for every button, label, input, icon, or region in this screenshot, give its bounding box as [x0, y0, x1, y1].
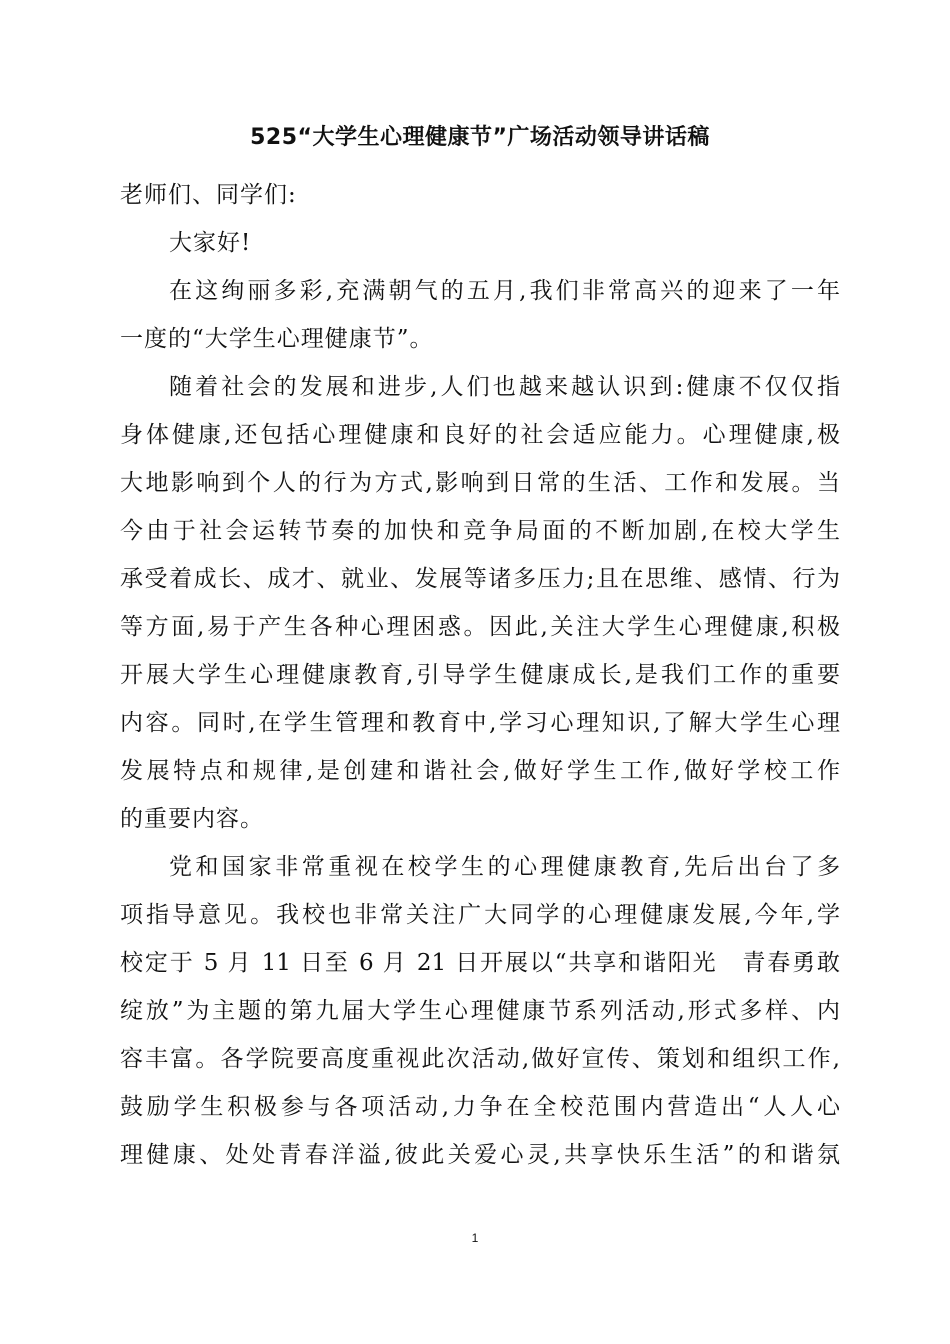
paragraph-line: 内容。同时,在学生管理和教育中,学习心理知识,了解大学生心理: [120, 710, 840, 736]
paragraph-line: 一度的“大学生心理健康节”。: [120, 326, 434, 352]
paragraph-line: 理健康、处处青春洋溢,彼此关爱心灵,共享快乐生活”的和谐氛: [120, 1142, 840, 1168]
paragraph-line: 鼓励学生积极参与各项活动,力争在全校范围内营造出“人人心: [120, 1094, 840, 1120]
paragraph-line: 项指导意见。我校也非常关注广大同学的心理健康发展,今年,学: [120, 902, 840, 928]
paragraph-line: 党和国家非常重视在校学生的心理健康教育,先后出台了多: [169, 854, 840, 880]
document-title: 525“大学生心理健康节”广场活动领导讲话稿: [250, 125, 710, 150]
salutation: 老师们、同学们:: [120, 182, 297, 208]
paragraph-line: 绽放”为主题的第九届大学生心理健康节系列活动,形式多样、内: [120, 998, 840, 1024]
paragraph-line: 发展特点和规律,是创建和谐社会,做好学生工作,做好学校工作: [120, 758, 840, 784]
paragraph-line: 开展大学生心理健康教育,引导学生健康成长,是我们工作的重要: [120, 662, 840, 688]
paragraph-line: 身体健康,还包括心理健康和良好的社会适应能力。心理健康,极: [120, 422, 840, 448]
paragraph-line: 等方面,易于产生各种心理困惑。因此,关注大学生心理健康,积极: [120, 614, 840, 640]
greeting: 大家好!: [169, 230, 252, 256]
paragraph-line: 随着社会的发展和进步,人们也越来越认识到:健康不仅仅指: [169, 374, 840, 400]
paragraph-line: 今由于社会运转节奏的加快和竞争局面的不断加剧,在校大学生: [120, 518, 840, 544]
paragraph-line: 在这绚丽多彩,充满朝气的五月,我们非常高兴的迎来了一年: [169, 278, 840, 304]
paragraph-line: 大地影响到个人的行为方式,影响到日常的生活、工作和发展。当: [120, 470, 840, 496]
paragraph-line: 容丰富。各学院要高度重视此次活动,做好宣传、策划和组织工作,: [120, 1046, 840, 1072]
paragraph-line: 的重要内容。: [120, 806, 264, 832]
paragraph-line: 承受着成长、成才、就业、发展等诸多压力;且在思维、感情、行为: [120, 566, 840, 592]
page-number: 1: [471, 1231, 479, 1245]
paragraph-line: 校定于 5 月 11 日至 6 月 21 日开展以“共享和谐阳光 青春勇敢: [120, 950, 840, 976]
